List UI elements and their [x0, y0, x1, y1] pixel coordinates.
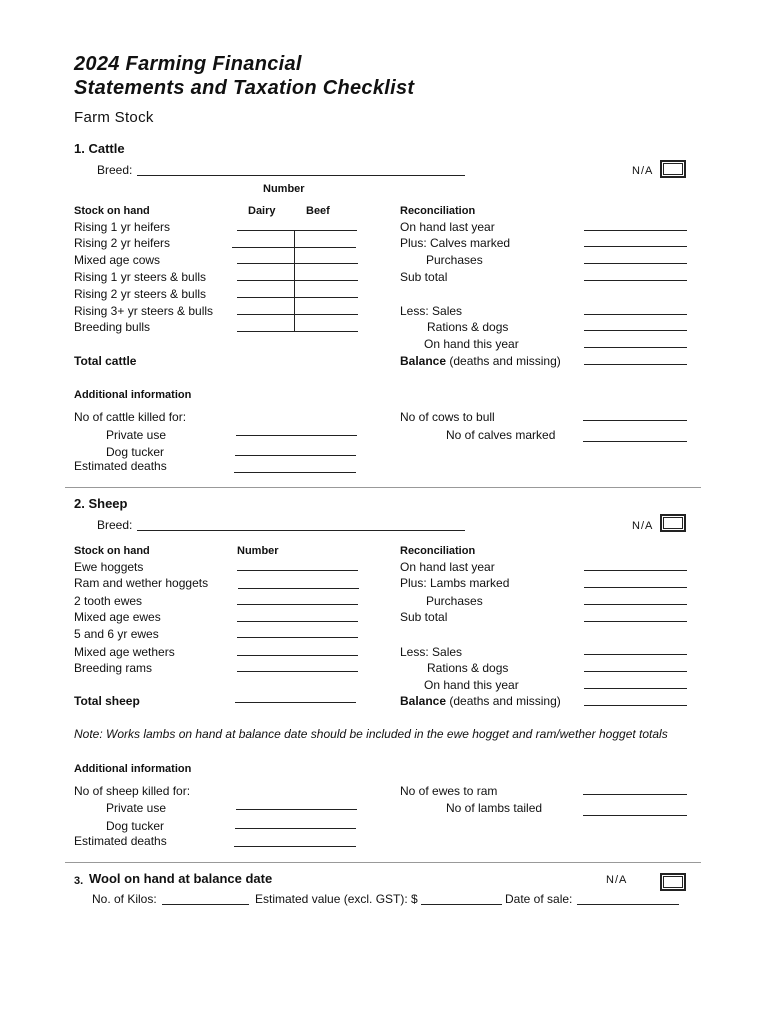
sheep-recon-item: Sub total — [400, 610, 448, 624]
sheep-recon-field[interactable] — [584, 654, 687, 655]
cattle-stock-item: Rising 2 yr steers & bulls — [74, 287, 207, 301]
title-line-1: 2024 Farming Financial — [74, 53, 302, 75]
sheep-lambs-tailed-field[interactable] — [583, 815, 687, 816]
cattle-row-field[interactable] — [237, 280, 358, 281]
sheep-additional-header: Additional information — [74, 763, 192, 775]
sheep-total-label: Total sheep — [74, 694, 140, 708]
sheep-stock-item: Ewe hoggets — [74, 560, 144, 574]
sheep-row-field[interactable] — [237, 604, 358, 605]
sheep-breed-label: Breed: — [97, 518, 133, 532]
sheep-private-use-field[interactable] — [236, 809, 357, 810]
cattle-recon-item: On hand last year — [400, 220, 495, 234]
sheep-note: Note: Works lambs on hand at balance date should be included in the ewe hogget and ram/wether hogget totals — [74, 727, 668, 741]
cattle-stock-item: Breeding bulls — [74, 320, 151, 334]
cattle-to-bull-label: No of cows to bull — [400, 410, 495, 424]
wool-date-field[interactable] — [577, 904, 679, 905]
cattle-na-label: N/A — [632, 165, 654, 177]
cattle-stock-item: Rising 1 yr heifers — [74, 220, 171, 234]
sheep-recon-field[interactable] — [584, 570, 687, 571]
cattle-balance-label: Balance (deaths and missing) — [400, 354, 561, 368]
cattle-recon-field[interactable] — [584, 330, 687, 331]
sheep-recon-field[interactable] — [584, 688, 687, 689]
cattle-recon-field[interactable] — [584, 314, 687, 315]
section-divider — [65, 487, 701, 488]
sheep-stock-item: Mixed age wethers — [74, 645, 175, 659]
sheep-stock-item: Ram and wether hoggets — [74, 576, 209, 590]
sheep-dog-tucker-label: Dog tucker — [106, 819, 165, 833]
sheep-recon-field[interactable] — [584, 621, 687, 622]
sheep-killed-for-label: No of sheep killed for: — [74, 784, 191, 798]
sheep-recon-field[interactable] — [584, 671, 687, 672]
cattle-estimated-deaths-field[interactable] — [234, 472, 356, 473]
cattle-dairy-header: Dairy — [248, 205, 276, 217]
cattle-recon-field[interactable] — [584, 263, 687, 264]
sheep-number-header: Number — [237, 545, 279, 557]
cattle-recon-field[interactable] — [584, 246, 687, 247]
sheep-recon-item: Purchases — [426, 594, 483, 608]
cattle-breed-label: Breed: — [97, 163, 133, 177]
wool-na-checkbox[interactable] — [660, 873, 686, 891]
cattle-private-use-label: Private use — [106, 428, 167, 442]
sheep-private-use-label: Private use — [106, 801, 167, 815]
cattle-recon-field[interactable] — [584, 230, 687, 231]
sheep-recon-field[interactable] — [584, 587, 687, 588]
sheep-dog-tucker-field[interactable] — [235, 828, 356, 829]
wool-value-label: Estimated value (excl. GST): $ — [255, 892, 418, 906]
sheep-estimated-deaths-label: Estimated deaths — [74, 834, 167, 848]
sheep-stock-item: Mixed age ewes — [74, 610, 161, 624]
cattle-stock-item: Rising 3+ yr steers & bulls — [74, 304, 214, 318]
cattle-recon-item: Rations & dogs — [427, 320, 509, 334]
cattle-row-field[interactable] — [237, 297, 358, 298]
cattle-recon-item: Plus: Calves marked — [400, 236, 511, 250]
cattle-recon-item: Purchases — [426, 253, 483, 267]
sheep-breed-field[interactable] — [137, 530, 465, 531]
cattle-row-field[interactable] — [237, 314, 358, 315]
title-line-2: Statements and Taxation Checklist — [74, 77, 415, 99]
sheep-lambs-tailed-label: No of lambs tailed — [446, 801, 543, 815]
cattle-total-label: Total cattle — [74, 354, 137, 368]
wool-value-field[interactable] — [421, 904, 502, 905]
sheep-total-field[interactable] — [235, 702, 356, 703]
cattle-estimated-deaths-label: Estimated deaths — [74, 459, 167, 473]
cattle-stock-item: Rising 2 yr heifers — [74, 236, 171, 250]
sheep-recon-field[interactable] — [584, 604, 687, 605]
sheep-to-ram-label: No of ewes to ram — [400, 784, 498, 798]
sheep-balance-label: Balance (deaths and missing) — [400, 694, 561, 708]
cattle-breed-field[interactable] — [137, 175, 465, 176]
cattle-stock-item: Rising 1 yr steers & bulls — [74, 270, 207, 284]
sheep-stock-header: Stock on hand — [74, 545, 150, 557]
cattle-private-use-field[interactable] — [236, 435, 357, 436]
wool-na-label: N/A — [606, 874, 628, 886]
sheep-row-field[interactable] — [238, 588, 359, 589]
sheep-row-field[interactable] — [237, 671, 358, 672]
sheep-na-label: N/A — [632, 520, 654, 532]
cattle-calves-marked-field[interactable] — [583, 441, 687, 442]
cattle-recon-field[interactable] — [584, 280, 687, 281]
sheep-recon-item: On hand last year — [400, 560, 495, 574]
cattle-number-header: Number — [263, 183, 305, 195]
wool-kilos-label: No. of Kilos: — [92, 892, 157, 906]
sheep-recon-item: Less: Sales — [400, 645, 463, 659]
cattle-row-field[interactable] — [237, 331, 358, 332]
sheep-heading: 2. Sheep — [74, 496, 128, 511]
sheep-recon-item: Plus: Lambs marked — [400, 576, 510, 590]
sheep-row-field[interactable] — [237, 655, 358, 656]
sheep-na-checkbox[interactable] — [660, 514, 686, 532]
sheep-row-field[interactable] — [237, 637, 358, 638]
cattle-dog-tucker-label: Dog tucker — [106, 445, 165, 459]
sheep-stock-item: 5 and 6 yr ewes — [74, 627, 159, 641]
cattle-grid-divider — [294, 230, 295, 332]
cattle-recon-item: Sub total — [400, 270, 448, 284]
sheep-recon-item: Rations & dogs — [427, 661, 509, 675]
sheep-row-field[interactable] — [237, 621, 358, 622]
cattle-recon-header: Reconciliation — [400, 205, 476, 217]
cattle-na-checkbox[interactable] — [660, 160, 686, 178]
wool-heading: Wool on hand at balance date — [89, 871, 273, 886]
wool-date-label: Date of sale: — [505, 892, 573, 906]
sheep-row-field[interactable] — [237, 570, 358, 571]
cattle-recon-field[interactable] — [584, 364, 687, 365]
cattle-recon-item: On hand this year — [424, 337, 519, 351]
section-title-farm-stock: Farm Stock — [74, 109, 154, 126]
wool-number: 3. — [74, 875, 84, 887]
cattle-additional-header: Additional information — [74, 389, 192, 401]
cattle-calves-marked-label: No of calves marked — [446, 428, 556, 442]
sheep-stock-item: 2 tooth ewes — [74, 594, 143, 608]
section-divider — [65, 862, 701, 863]
sheep-stock-item: Breeding rams — [74, 661, 153, 675]
cattle-row-field[interactable] — [232, 247, 356, 248]
cattle-to-bull-field[interactable] — [583, 420, 687, 421]
cattle-dog-tucker-field[interactable] — [235, 455, 356, 456]
sheep-to-ram-field[interactable] — [583, 794, 687, 795]
cattle-killed-for-label: No of cattle killed for: — [74, 410, 187, 424]
cattle-row-field[interactable] — [237, 263, 358, 264]
sheep-recon-item: On hand this year — [424, 678, 519, 692]
cattle-stock-item: Mixed age cows — [74, 253, 161, 267]
sheep-recon-field[interactable] — [584, 705, 687, 706]
cattle-heading: 1. Cattle — [74, 141, 125, 156]
sheep-recon-header: Reconciliation — [400, 545, 476, 557]
cattle-beef-header: Beef — [306, 205, 330, 217]
cattle-recon-field[interactable] — [584, 347, 687, 348]
wool-kilos-field[interactable] — [162, 904, 249, 905]
sheep-estimated-deaths-field[interactable] — [234, 846, 356, 847]
cattle-stock-header: Stock on hand — [74, 205, 150, 217]
cattle-row-field[interactable] — [237, 230, 357, 231]
cattle-recon-item: Less: Sales — [400, 304, 463, 318]
